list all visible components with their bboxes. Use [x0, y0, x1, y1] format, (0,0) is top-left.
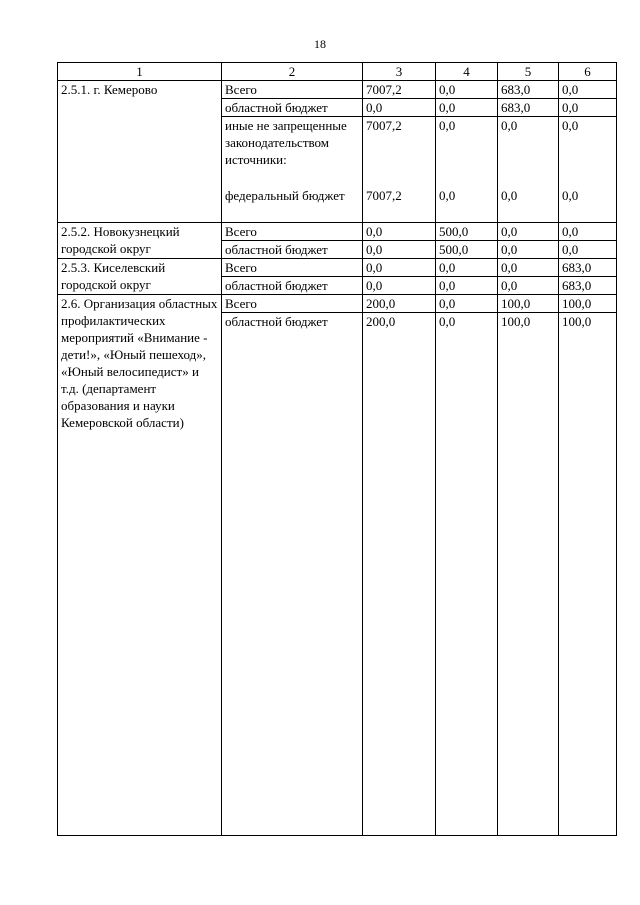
- value-cell: 0,0: [363, 99, 436, 117]
- value-cell: 7007,2: [363, 81, 436, 99]
- funding-source-cell: областной бюджет: [222, 277, 363, 295]
- funding-source-cell: областной бюджет: [222, 241, 363, 259]
- item-name-cell: 2.5.1. г. Кемерово: [58, 81, 222, 223]
- value-cell: 0,0: [559, 81, 617, 99]
- header-cell: 3: [363, 63, 436, 81]
- value-cell: 683,0: [559, 277, 617, 295]
- header-cell: 4: [436, 63, 498, 81]
- funding-source-cell: Всего: [222, 81, 363, 99]
- header-cell: 1: [58, 63, 222, 81]
- table-row: [58, 295, 617, 313]
- funding-source-cell: Всего: [222, 223, 363, 241]
- value-cell: 0,0: [436, 81, 498, 99]
- value-cell: 0,0: [498, 241, 559, 259]
- value-cell: 7007,2: [363, 187, 436, 223]
- value-cell: 0,0: [498, 117, 559, 187]
- value-cell: 0,0: [559, 223, 617, 241]
- header-row: [58, 63, 617, 81]
- value-cell: 0,0: [363, 241, 436, 259]
- funding-source-cell: федеральный бюджет: [222, 187, 363, 223]
- value-cell: 0,0: [498, 259, 559, 277]
- item-name-cell: 2.5.2. Новокузнецкий городской округ: [58, 223, 222, 259]
- value-cell: 200,0: [363, 313, 436, 836]
- value-cell: 0,0: [436, 277, 498, 295]
- item-name-cell: 2.6. Организация областных профилактических мероприятий «Внимание - дети!», «Юный пешеход», «Юный велосипедист» и т.д. (департамент образования и науки Кемеровской области): [58, 295, 222, 836]
- value-cell: 0,0: [498, 277, 559, 295]
- page-number: 18: [314, 37, 326, 51]
- funding-source-cell: иные не запрещенные законодательством источники:: [222, 117, 363, 187]
- table-row: [58, 259, 617, 277]
- value-cell: 0,0: [559, 117, 617, 187]
- value-cell: 500,0: [436, 241, 498, 259]
- budget-table: [57, 62, 617, 836]
- value-cell: 0,0: [559, 99, 617, 117]
- funding-source-cell: областной бюджет: [222, 99, 363, 117]
- value-cell: 100,0: [498, 295, 559, 313]
- header-cell: 6: [559, 63, 617, 81]
- table-row: [58, 81, 617, 99]
- value-cell: 0,0: [436, 313, 498, 836]
- value-cell: 0,0: [559, 241, 617, 259]
- value-cell: 0,0: [436, 187, 498, 223]
- funding-source-cell: Всего: [222, 259, 363, 277]
- funding-source-cell: областной бюджет: [222, 313, 363, 836]
- value-cell: 100,0: [559, 313, 617, 836]
- value-cell: 0,0: [363, 277, 436, 295]
- header-cell: 5: [498, 63, 559, 81]
- value-cell: 0,0: [498, 223, 559, 241]
- value-cell: 0,0: [559, 187, 617, 223]
- value-cell: 7007,2: [363, 117, 436, 187]
- header-cell: 2: [222, 63, 363, 81]
- value-cell: 200,0: [363, 295, 436, 313]
- value-cell: 0,0: [436, 295, 498, 313]
- value-cell: 683,0: [498, 81, 559, 99]
- value-cell: 100,0: [559, 295, 617, 313]
- value-cell: 0,0: [498, 187, 559, 223]
- value-cell: 0,0: [363, 223, 436, 241]
- funding-source-cell: Всего: [222, 295, 363, 313]
- value-cell: 0,0: [436, 117, 498, 187]
- value-cell: 500,0: [436, 223, 498, 241]
- value-cell: 683,0: [559, 259, 617, 277]
- value-cell: 0,0: [436, 259, 498, 277]
- value-cell: 0,0: [436, 99, 498, 117]
- item-name-cell: 2.5.3. Киселевский городской округ: [58, 259, 222, 295]
- table-row: [58, 223, 617, 241]
- value-cell: 100,0: [498, 313, 559, 836]
- value-cell: 683,0: [498, 99, 559, 117]
- value-cell: 0,0: [363, 259, 436, 277]
